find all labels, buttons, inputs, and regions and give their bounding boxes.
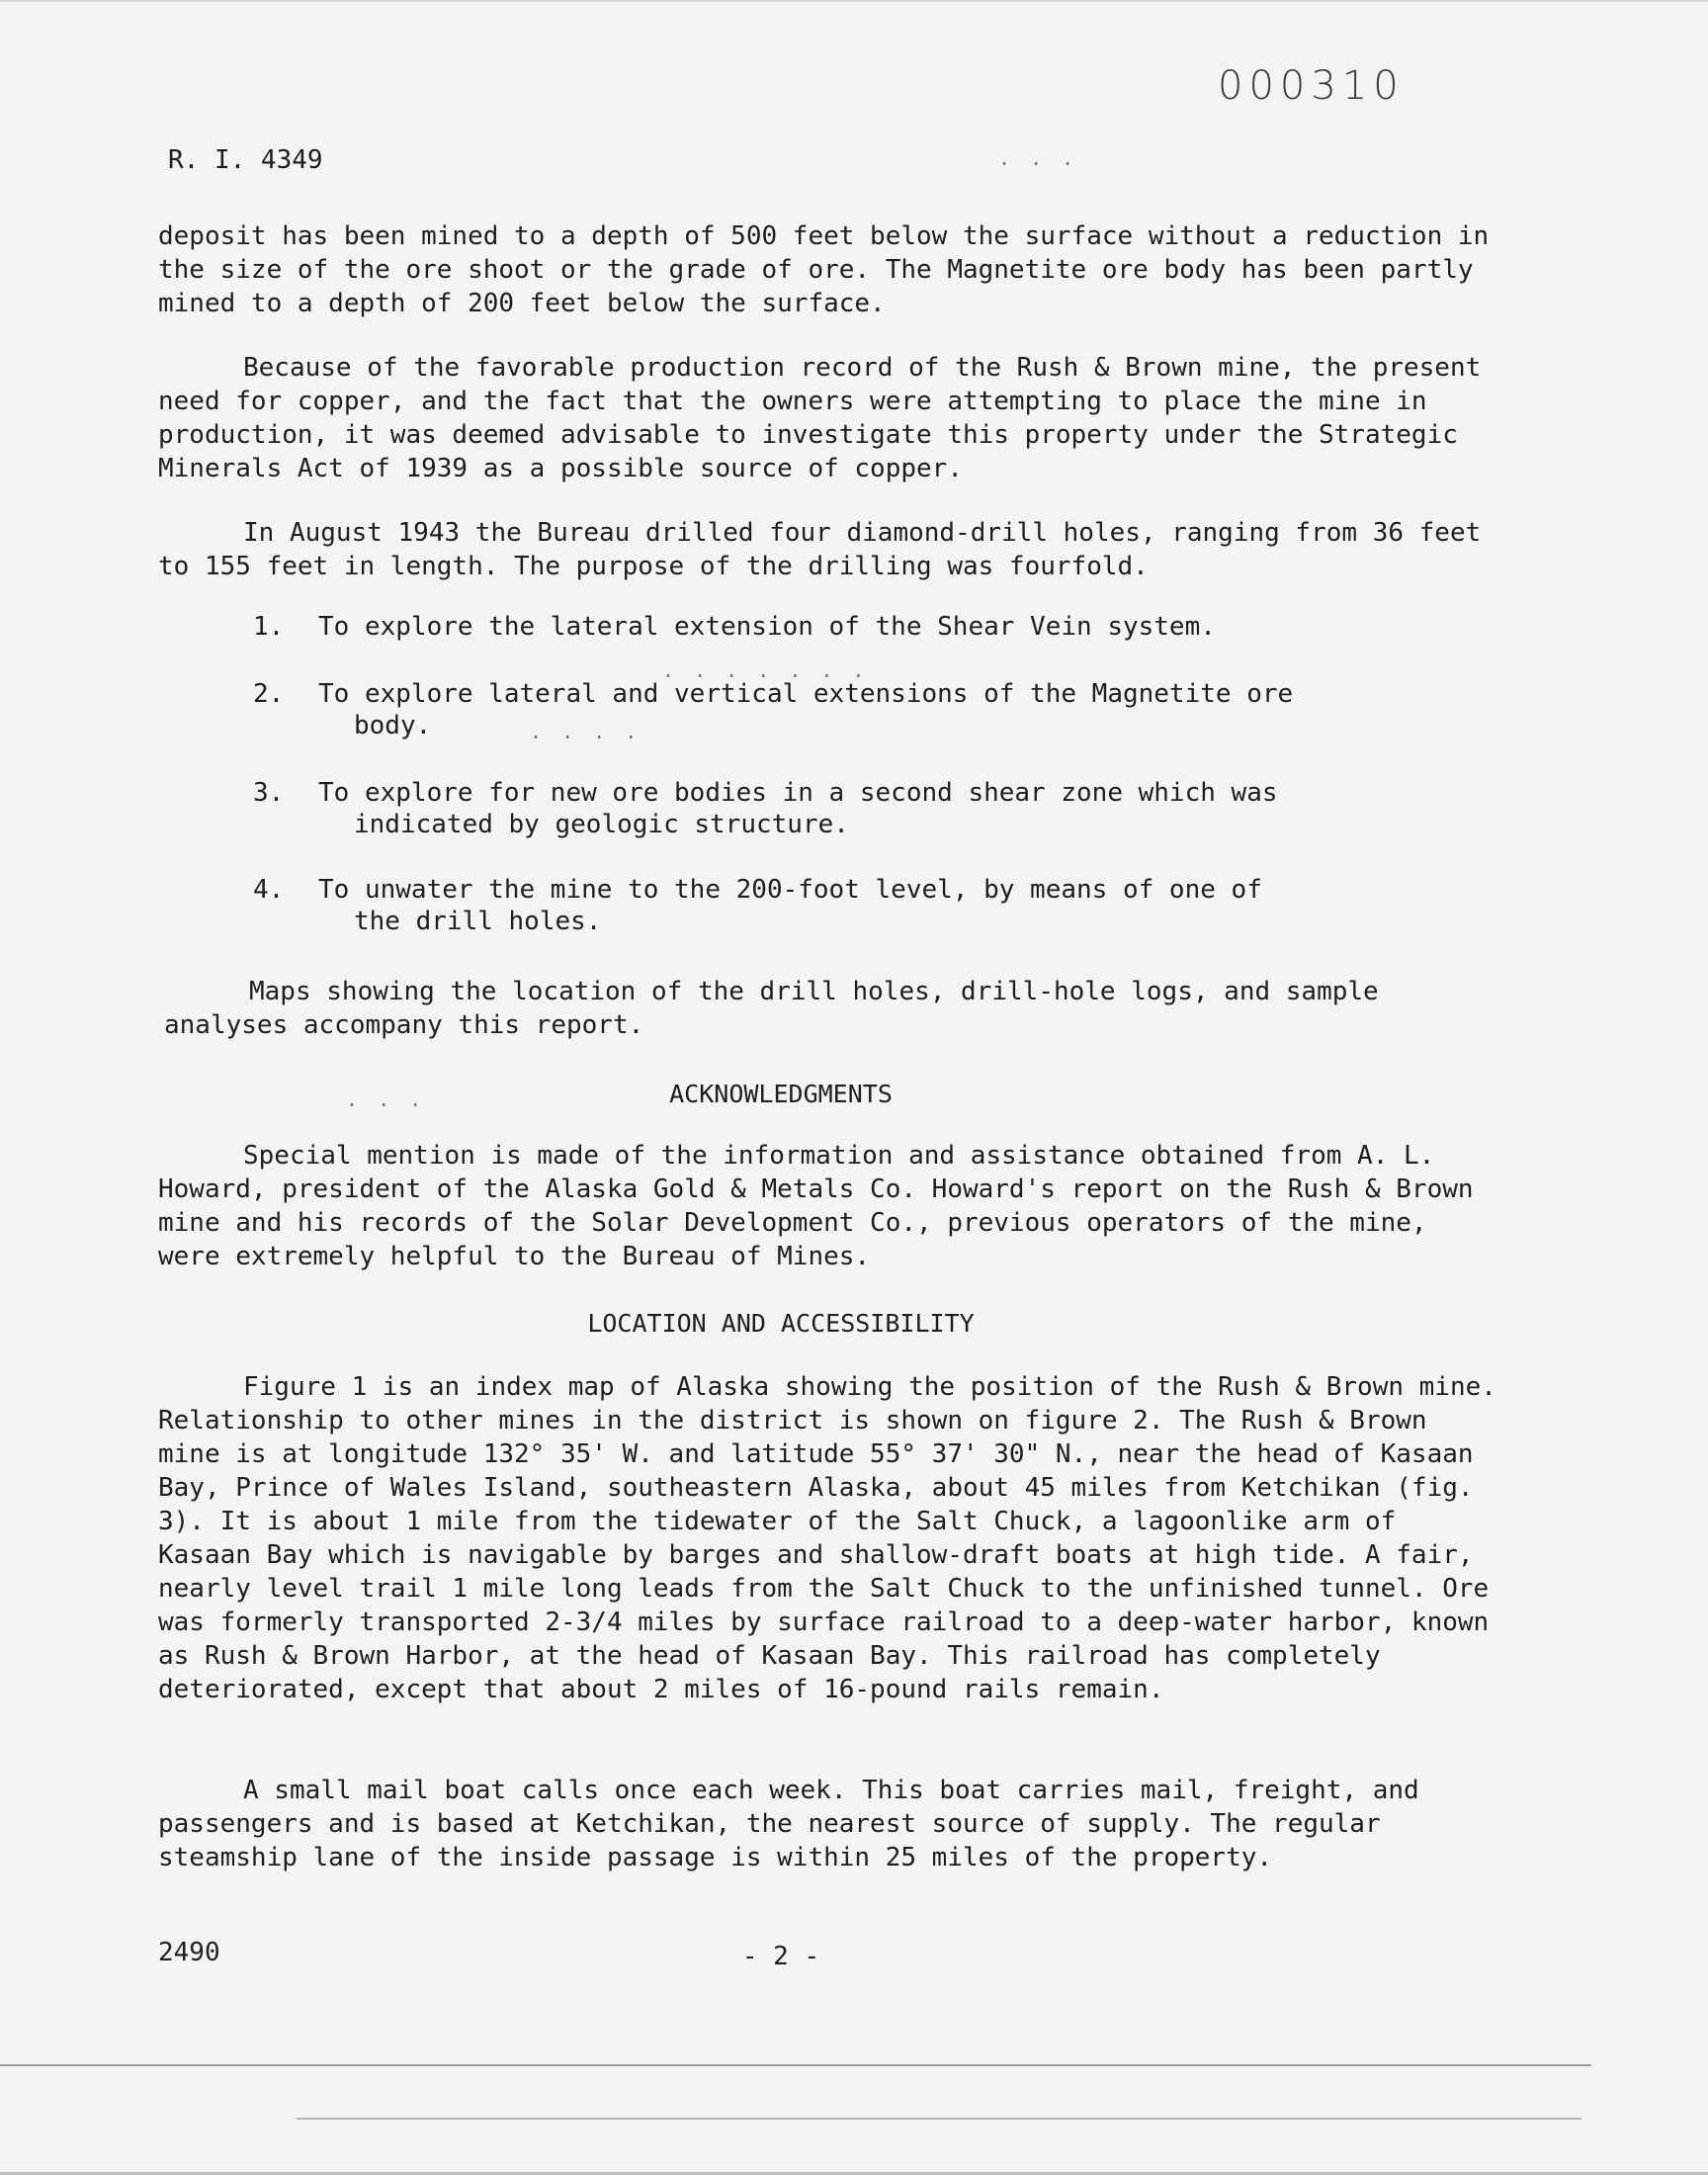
list-text: To explore the lateral extension of the Shear Vein system. (318, 612, 1216, 642)
paragraph-deposit: deposit has been mined to a depth of 500 feet below the surface without a reduction in the size of the ore shoot or the grade of ore. The Magnetite ore body has been partly mined to a depth of 200 feet below the surface. (158, 221, 1490, 318)
list-item-4 (253, 874, 1439, 937)
list-number: 3. (253, 778, 285, 808)
list-text: To explore for new ore bodies in a second shear zone which was (318, 778, 1278, 808)
heading-location: LOCATION AND ACCESSIBILITY (587, 1309, 975, 1338)
list-number: 2. (253, 679, 285, 709)
list-item-3 (253, 777, 1439, 840)
paragraph-location: Figure 1 is an index map of Alaska showing the position of the Rush & Brown mine. Relationship to other mines in the district is shown on figure 2. The Rush & Brown mine is at longitude 132° 35' W. and latitude 55° 37' 30" N., near the head of Kasaan Bay, Prince of Wales Island, southeastern Alaska, about 45 miles from Ketchikan (fig. 3). It is about 1 mile from the tidewater of the Salt Chuck, a lagoonlike arm of Kasaan Bay which is navigable by barges and shallow-draft boats at high tide. A fair, nearly level trail 1 mile long leads from the Salt Chuck to the unfinished tunnel. Ore was formerly transported 2-3/4 miles by surface railroad to a deep-water harbor, known as Rush & Brown Harbor, at the head of Kasaan Bay. This railroad has completely deteriorated, except that about 2 miles of 16-pound rails remain. (158, 1372, 1496, 1704)
list-text: To unwater the mine to the 200-foot level, by means of one of (318, 875, 1262, 905)
document-id: R. I. 4349 (168, 145, 323, 175)
page-number: - 2 - (741, 1942, 820, 1971)
list-text-continued: body. (354, 711, 432, 740)
page-bottom-edge (0, 2064, 1591, 2066)
page-stamp-number: 000310 (1218, 63, 1405, 109)
page-lower-edge (297, 2118, 1581, 2120)
paragraph-drilling: In August 1943 the Bureau drilled four diamond-drill holes, ranging from 36 feet to 155 feet in length. The purpose of the drilling was fourfold. (158, 518, 1482, 581)
list-number: 1. (253, 612, 285, 642)
paragraph-production-record: Because of the favorable production record of the Rush & Brown mine, the present need for copper, and the fact that the owners were attempting to place the mine in production, it was deemed advisable to investigate this property under the Strategic Minerals Act of 1939 as a possible source of copper. (158, 353, 1482, 483)
paragraph-acknowledgments: Special mention is made of the information and assistance obtained from A. L. Howard, president of the Alaska Gold & Metals Co. Howard's report on the Rush & Brown mine and his records of the Solar Development Co., previous operators of the mine, were extremely helpful to the Bureau of Mines. (158, 1141, 1474, 1271)
list-text: To explore lateral and vertical extensions of the Magnetite ore (318, 679, 1294, 709)
list-item-2 (253, 678, 1439, 741)
scan-speckle: . . . (346, 1088, 426, 1111)
list-number: 4. (253, 875, 285, 905)
scan-speckle: . . . . . . . (662, 658, 869, 682)
paragraph-maps: Maps showing the location of the drill holes, drill-hole logs, and sample analyses accompany this report. (164, 977, 1379, 1040)
list-text-continued: the drill holes. (354, 907, 602, 936)
paragraph-mail-boat: A small mail boat calls once each week. This boat carries mail, freight, and passengers and is based at Ketchikan, the nearest source of supply. The regular steamship lane of the inside passage is within 25 miles of the property. (158, 1776, 1419, 1872)
list-item-1 (253, 611, 1439, 643)
list-text-continued: indicated by geologic structure. (354, 810, 849, 839)
scan-speckle: . . . (998, 146, 1078, 170)
footer-code: 2490 (158, 1938, 220, 1967)
scan-speckle: . . . . (530, 720, 641, 743)
heading-acknowledgments: ACKNOWLEDGMENTS (669, 1080, 893, 1108)
